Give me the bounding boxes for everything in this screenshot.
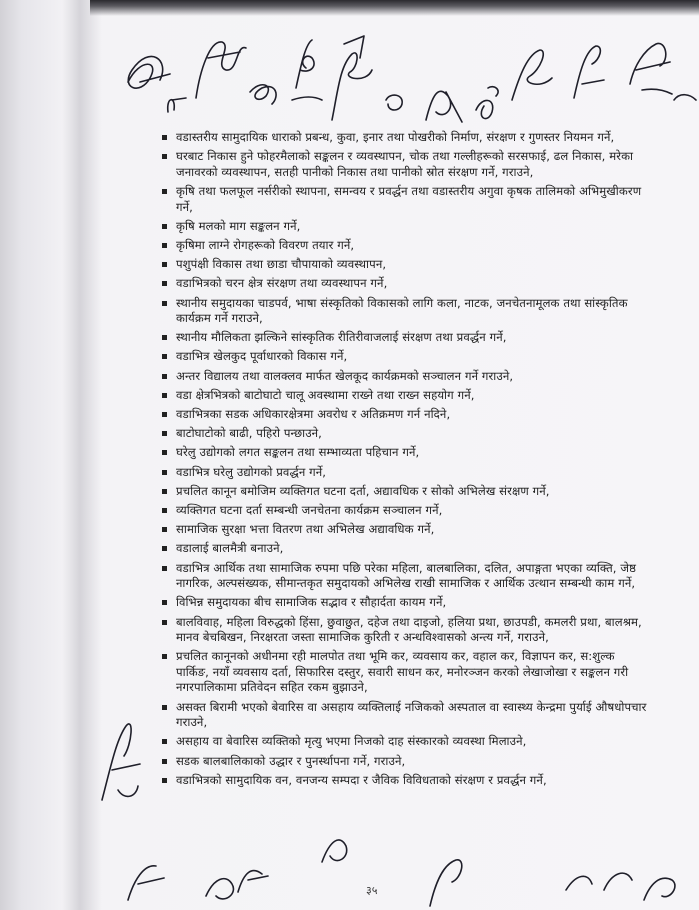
list-item bbox=[162, 407, 650, 423]
bullet-icon bbox=[162, 620, 167, 625]
list-item bbox=[162, 484, 650, 500]
signature-1 bbox=[128, 56, 170, 88]
bullet-icon bbox=[162, 301, 167, 306]
signature-7 bbox=[386, 95, 402, 110]
signature-11 bbox=[574, 46, 604, 98]
item-text: बालविवाह, महिला विरुद्धको हिंसा, छुवाछुत, दहेज तथा दाइजो, हलिया प्रथा, छाउपडी, कमलरी प्रथा, बालश्रम, मानव बेचबिखन, निरक्षरता जस्ता सामाजिक कुरिती र अन्धविश्वासको अन्त्य गर्ने, गराउने, bbox=[176, 614, 642, 645]
bullet-icon bbox=[162, 739, 167, 744]
bullet-icon bbox=[162, 243, 167, 248]
list-item bbox=[162, 445, 650, 461]
list-item bbox=[162, 330, 650, 346]
list-item bbox=[162, 426, 650, 442]
item-text: पशुपंक्षी विकास तथा छाडा चौपायाको व्यवस्थापन, bbox=[176, 257, 387, 272]
list-item bbox=[162, 238, 650, 254]
bullet-icon bbox=[162, 189, 167, 194]
bullet-icon bbox=[162, 566, 167, 571]
bullet-icon bbox=[162, 335, 167, 340]
list-item bbox=[162, 734, 650, 750]
signature-20 bbox=[566, 873, 632, 890]
list-item bbox=[162, 388, 650, 404]
bullet-icon bbox=[162, 281, 167, 286]
item-text: अन्तर विद्यालय तथा वालक्लव मार्फत खेलकूद कार्यक्रमको सञ्चालन गर्ने गराउने, bbox=[176, 368, 514, 383]
signature-4 bbox=[250, 85, 276, 104]
list-item bbox=[162, 595, 650, 611]
list-item bbox=[162, 369, 650, 385]
item-text: वडाभित्रका सडक अधिकारक्षेत्रमा अवरोध र अतिक्रमण गर्न नदिने, bbox=[176, 407, 451, 422]
item-text: वडाभित्र घरेलु उद्योगको प्रवर्द्धन गर्ने, bbox=[176, 464, 327, 479]
signature-21 bbox=[644, 878, 675, 900]
list-item bbox=[162, 503, 650, 519]
bullet-icon bbox=[162, 393, 167, 398]
signature-5 bbox=[292, 40, 322, 100]
list-item bbox=[162, 257, 650, 273]
list-item bbox=[162, 149, 650, 180]
bullet-icon bbox=[162, 527, 167, 532]
item-text: व्यक्तिगत घटना दर्ता सम्बन्धी जनचेतना कार्यक्रम सञ्चालन गर्ने, bbox=[176, 502, 443, 517]
bullet-icon bbox=[162, 450, 167, 455]
list-item bbox=[162, 649, 650, 696]
item-text: वडा क्षेत्रभित्रको बाटोघाटो चालू अवस्थामा राख्ने तथा राख्न सहयोग गर्ने, bbox=[176, 387, 475, 402]
list-item bbox=[162, 541, 650, 557]
bullet-icon bbox=[162, 600, 167, 605]
bullet-icon bbox=[162, 470, 167, 475]
signature-8 bbox=[426, 91, 462, 122]
list-item bbox=[162, 276, 650, 292]
signature-12 bbox=[630, 43, 672, 94]
item-text: प्रचलित कानूनको अधीनमा रही मालपोत तथा भूमि कर, व्यवसाय कर, वहाल कर, विज्ञापन कर, स:शुल्क पार्किङ, नयाँ व्यवसाय दर्ता, सिफारिस दस्तुर, सवारी साधन कर, मनोरञ्जन करको लेखाजोखा र सङ्कलन गरी नगरपालिकामा प्रतिवेदन सहित रकम बुझाउने, bbox=[176, 649, 629, 695]
bullet-icon bbox=[162, 135, 167, 140]
bullet-icon bbox=[162, 654, 167, 659]
item-text: सडक बालबालिकाको उद्धार र पुनर्स्थापना गर्ने, गराउने, bbox=[176, 753, 406, 768]
bullet-icon bbox=[162, 354, 167, 359]
item-text: वडाभित्र आर्थिक तथा सामाजिक रुपमा पछि परेका महिला, बालबालिका, दलित, अपाङ्गता भएका व्यक्ति, जेष्ठ नागरिक, अल्पसंख्यक, सीमान्तकृत समुदायको अभिलेख राखी सामाजिक र आर्थिक उत्थान सम्बन्धी काम गर्ने, bbox=[176, 560, 636, 591]
list-item bbox=[162, 615, 650, 646]
item-text: कृषि मलको माग सङ्कलन गर्ने, bbox=[176, 218, 301, 233]
bullet-icon bbox=[162, 374, 167, 379]
list-item bbox=[162, 522, 650, 538]
signature-19 bbox=[430, 860, 462, 906]
signature-3 bbox=[196, 42, 246, 98]
signature-17 bbox=[238, 871, 268, 892]
item-text: स्थानीय समुदायका चाडपर्व, भाषा संस्कृतिको विकासको लागि कला, नाटक, जनचेतनामूलक तथा सांस्कृतिक कार्यक्रम गर्ने गराउने, bbox=[176, 295, 628, 326]
signature-16 bbox=[206, 879, 233, 899]
list-item bbox=[162, 754, 650, 770]
item-text: बाटोघाटोको बाढी, पहिरो पन्छाउने, bbox=[176, 426, 322, 441]
item-text: सामाजिक सुरक्षा भत्ता वितरण तथा अभिलेख अद्यावधिक गर्ने, bbox=[176, 522, 435, 537]
item-text: असहाय वा बेवारिस व्यक्तिको मृत्यु भएमा निजको दाह संस्कारको व्यवस्था मिलाउने, bbox=[176, 734, 527, 749]
bullet-icon bbox=[162, 489, 167, 494]
signature-10 bbox=[512, 50, 552, 100]
item-text: वडालाई बालमैत्री बनाउने, bbox=[176, 541, 284, 556]
signature-9 bbox=[476, 87, 498, 119]
list-item bbox=[162, 296, 650, 327]
bullet-icon bbox=[162, 546, 167, 551]
item-text: घरेलु उद्योगको लगत सङ्कलन तथा सम्भाव्यता पहिचान गर्ने, bbox=[176, 445, 420, 460]
signature-6 bbox=[332, 36, 372, 120]
bullet-icon bbox=[162, 412, 167, 417]
item-text: असक्त बिरामी भएको बेवारिस वा असहाय व्यक्तिलाई नजिकको अस्पताल वा स्वास्थ्य केन्द्रमा पुर्याई औषधोपचार गराउने, bbox=[176, 699, 647, 730]
list-item bbox=[162, 349, 650, 365]
signature-15 bbox=[128, 866, 164, 900]
item-text: कृषि तथा फलफूल नर्सरीको स्थापना, समन्वय र प्रवर्द्धन तथा वडास्तरीय अगुवा कृषक तालिमको अभिमुखीकरण गर्ने, bbox=[176, 183, 642, 214]
item-text: घरबाट निकास हुने फोहरमैलाको सङ्कलन र व्यवस्थापन, चोक तथा गल्लीहरूको सरसफाई, ढल निकास, मरेका जनावरको व्यवस्थापन, सतही पानीको निकास तथा पानीको स्रोत संरक्षण गर्ने, गराउने, bbox=[176, 149, 634, 179]
item-text: वडाभित्रको चरन क्षेत्र संरक्षण तथा व्यवस्थापन गर्ने, bbox=[176, 276, 388, 291]
signature-14 bbox=[102, 724, 140, 800]
item-text: वडाभित्रको सामुदायिक वन, वनजन्य सम्पदा र जैविक विविधताको संरक्षण र प्रवर्द्धन गर्ने, bbox=[176, 772, 547, 787]
bullet-icon bbox=[162, 508, 167, 513]
item-text: वडास्तरीय सामुदायिक धाराको प्रबन्ध, कुवा, इनार तथा पोखरीको निर्माण, संरक्षण र गुणस्तर नियमन गर्ने, bbox=[176, 130, 615, 144]
signature-13 bbox=[674, 95, 696, 100]
list-item bbox=[162, 130, 650, 146]
bullet-icon bbox=[162, 778, 167, 783]
bullet-icon bbox=[162, 154, 167, 159]
list-item bbox=[162, 561, 650, 592]
signature-18 bbox=[322, 840, 347, 862]
item-text: वडाभित्र खेलकुद पूर्वाधारको विकास गर्ने, bbox=[176, 349, 348, 364]
item-text: प्रचलित कानून बमोजिम व्यक्तिगत घटना दर्ता, अद्यावधिक र सोको अभिलेख संरक्षण गर्ने, bbox=[176, 483, 550, 498]
list-item bbox=[162, 773, 650, 789]
bullet-icon bbox=[162, 262, 167, 267]
item-text: कृषिमा लाग्ने रोगहरूको विवरण तयार गर्ने, bbox=[176, 237, 355, 252]
bullet-icon bbox=[162, 759, 167, 764]
item-text: स्थानीय मौलिकता झल्किने सांस्कृतिक रीतिरीवाजलाई संरक्षण तथा प्रवर्द्धन गर्ने, bbox=[176, 330, 507, 345]
list-item bbox=[162, 219, 650, 235]
bullet-icon bbox=[162, 224, 167, 229]
signature-2 bbox=[168, 98, 186, 112]
bullet-icon bbox=[162, 705, 167, 710]
item-text: विभिन्न समुदायका बीच सामाजिक सद्भाव र सौहार्दता कायम गर्ने, bbox=[176, 595, 447, 610]
list-item bbox=[162, 465, 650, 481]
bullet-icon bbox=[162, 431, 167, 436]
page-number: ३५ bbox=[366, 884, 378, 897]
list-item bbox=[162, 184, 650, 215]
duties-list bbox=[162, 130, 650, 792]
list-item bbox=[162, 700, 650, 731]
